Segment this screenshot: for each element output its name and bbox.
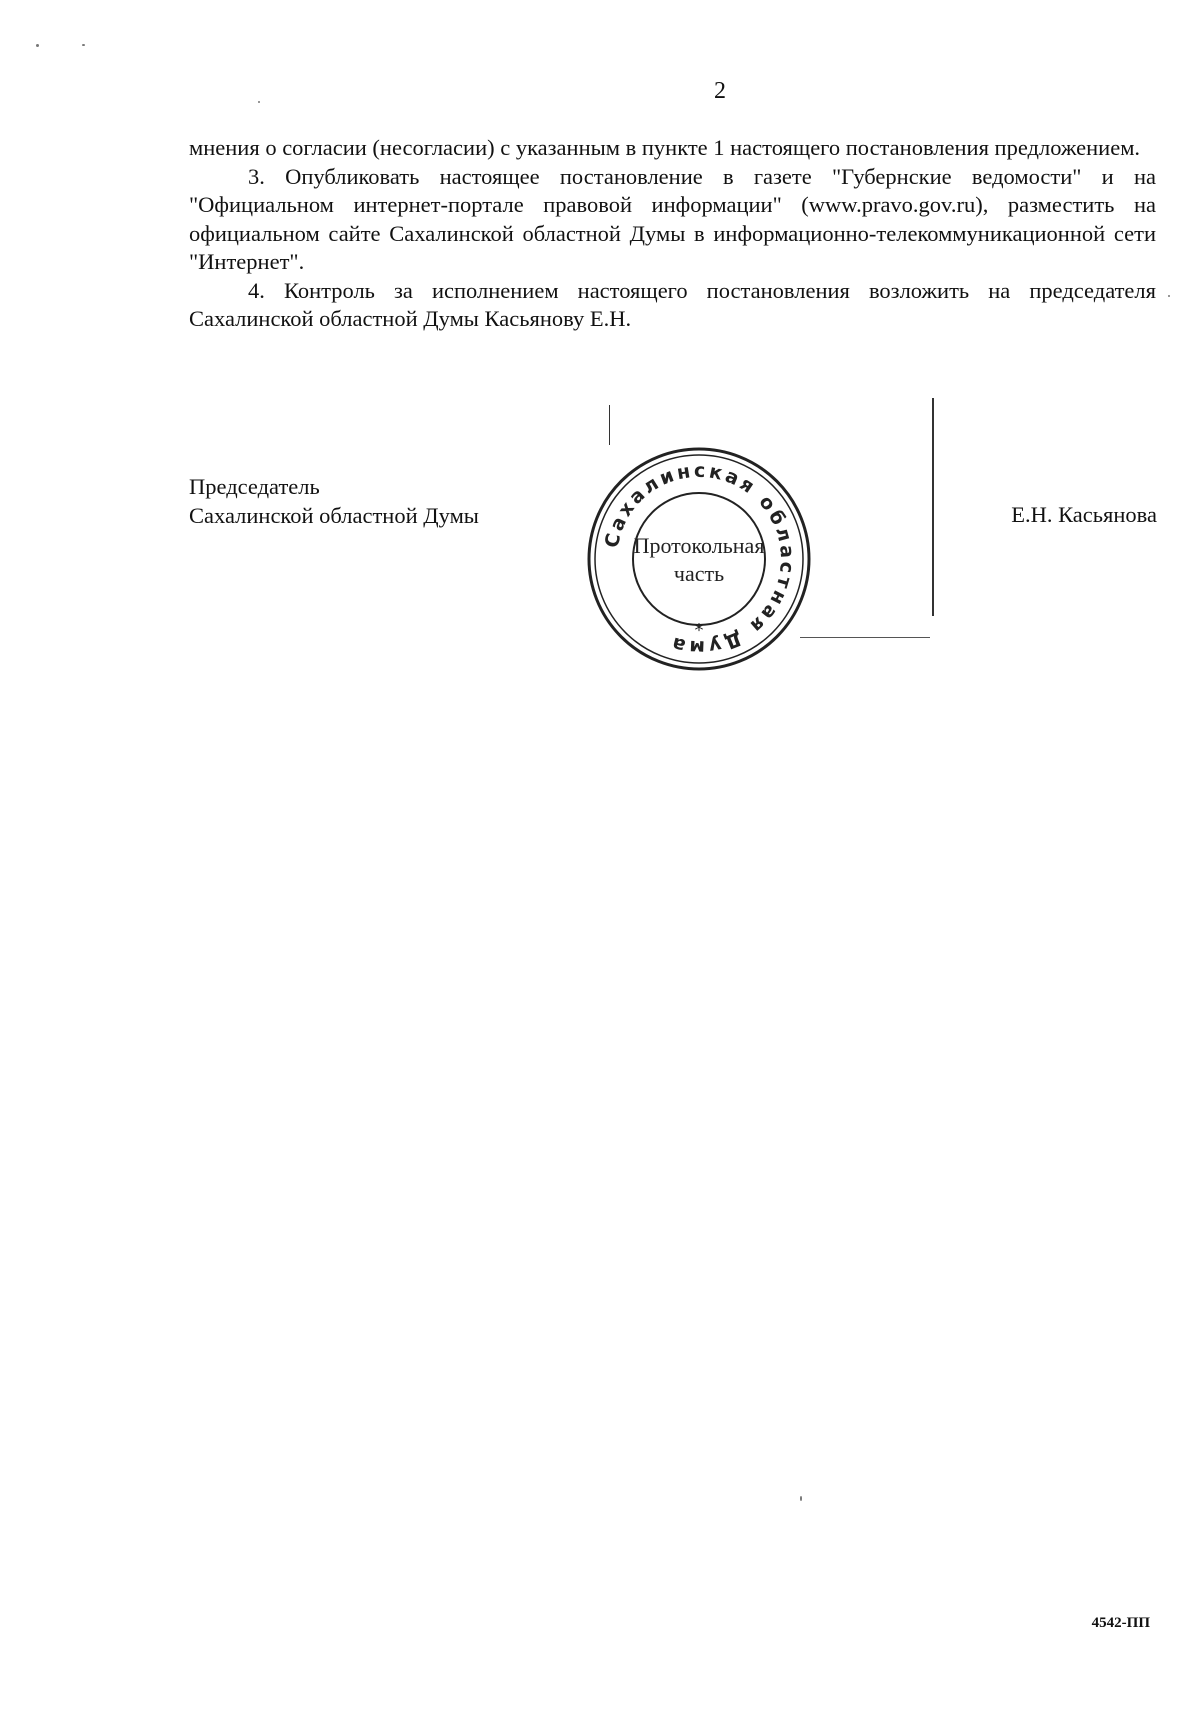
scan-speck — [800, 1496, 802, 1501]
svg-text:*: * — [694, 620, 704, 641]
paragraph-4: 4. Контроль за исполнением настоящего постановления возложить на председателя Сахалинской областной Думы Касьянову Е.Н. — [189, 277, 1156, 331]
stamp-frame-right-line — [932, 398, 934, 616]
paragraph-continuation: мнения о согласии (несогласии) с указанным в пункте 1 настоящего постановления предложением. — [189, 135, 1141, 160]
signature-title-line2: Сахалинской областной Думы — [189, 502, 479, 528]
document-code: 4542-ПП — [1091, 1615, 1150, 1631]
scan-speck — [36, 44, 39, 47]
seal-center-line2: часть — [673, 561, 725, 586]
scan-speck — [258, 101, 260, 103]
signature-title-line1: Председатель — [189, 474, 320, 499]
scan-speck — [82, 44, 85, 46]
paragraph-3: 3. Опубликовать настоящее постановление в газете "Губернские ведомости" и на "Официальном интернет-портале правовой информации" (www.pravo.gov.ru), разместить на официальном сайте Сахалинской областной Думы в информационно-телекоммуникационной сети "Интернет". — [189, 163, 1156, 274]
seal-center-line1: Протокольная — [633, 533, 765, 558]
stamp-frame-bottom-line — [800, 637, 930, 638]
scan-speck — [1168, 295, 1170, 297]
official-seal-stamp — [585, 445, 813, 673]
signatory-name: Е.Н. Касьянова — [1011, 502, 1157, 527]
document-body — [189, 134, 1156, 334]
page-number: 2 — [714, 78, 726, 104]
signature-title — [189, 473, 479, 530]
stamp-frame-left-line — [609, 405, 610, 445]
seal-ring-text: Сахалинская областная Дума — [600, 459, 799, 659]
